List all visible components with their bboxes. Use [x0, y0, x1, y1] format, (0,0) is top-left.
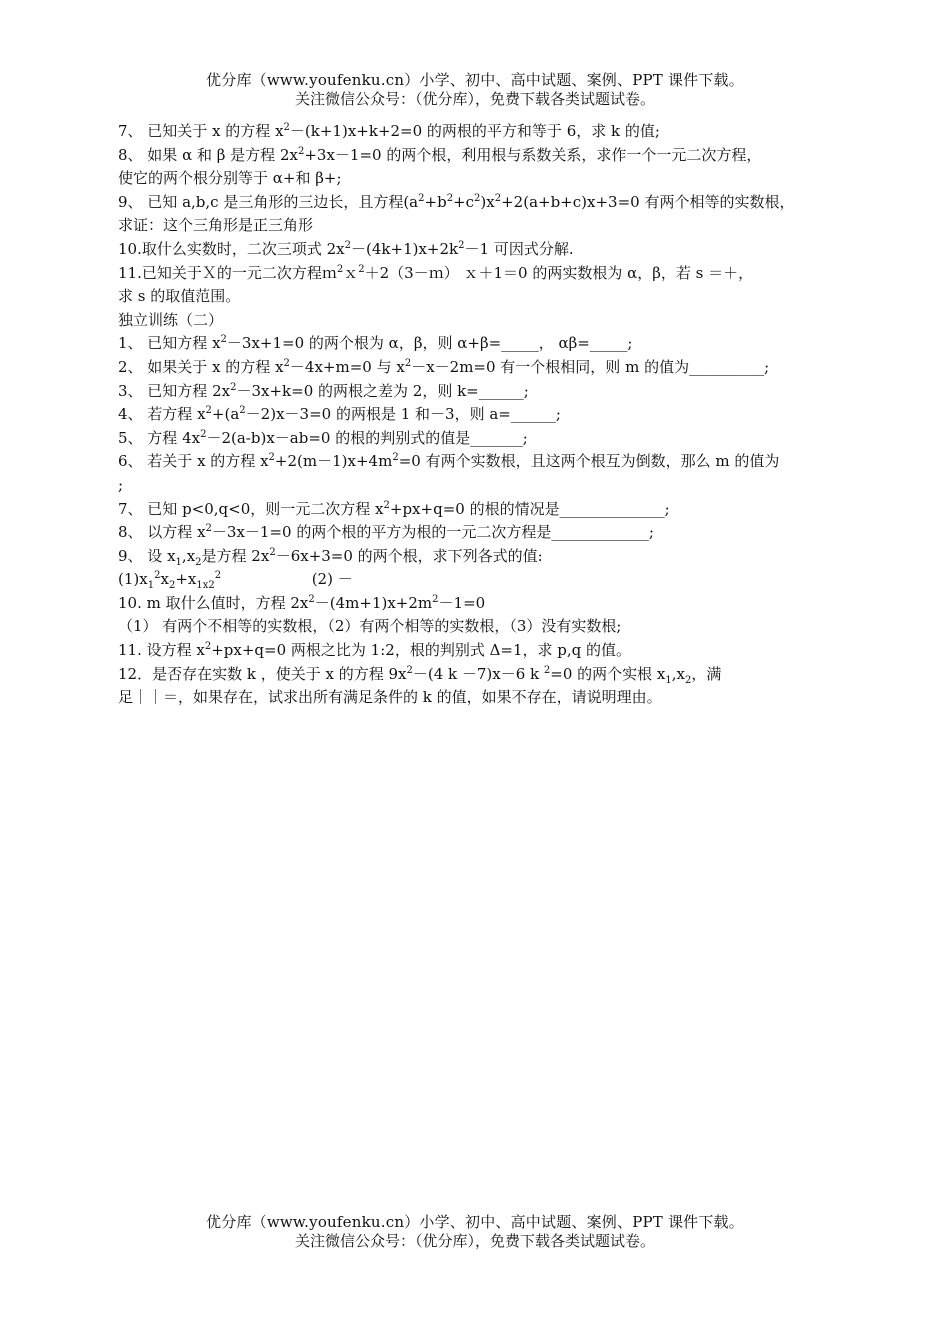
superscript: 2: [358, 263, 365, 275]
line-text: －2)x－3=0 的两根是 1 和－3，则 a=______;: [245, 405, 561, 424]
line-text: 1、 已知方程 x: [118, 334, 221, 353]
line-text: ｘ: [343, 263, 359, 282]
line-text: 求证：这个三角形是正三角形: [118, 216, 314, 235]
page-header: [0, 71, 950, 109]
line-text: 5、 方程 4x: [118, 428, 201, 447]
line-text: 足｜｜＝，如果存在，试求出所有满足条件的 k 的值，如果不存在，请说明理由。: [118, 688, 662, 707]
text-line: [118, 568, 838, 592]
subscript: 2: [195, 556, 202, 568]
text-line: [118, 167, 838, 191]
subscript: 2: [685, 674, 692, 686]
text-line: [118, 144, 838, 168]
line-text: 2、 如果关于 x 的方程 x: [118, 357, 284, 376]
text-line: [118, 498, 838, 522]
superscript: 2: [383, 499, 390, 511]
text-line: [118, 356, 838, 380]
line-text: －(4 k －7)x－6 k: [412, 664, 544, 683]
text-line: [118, 380, 838, 404]
line-text: +2(m－1)x+4m: [274, 452, 393, 471]
line-text: +c: [453, 192, 475, 211]
header-line-1: 优分库（www.youfenku.cn）小学、初中、高中试题、案例、PPT 课件下载。: [206, 71, 744, 89]
line-text: +3x－1=0 的两个根，利用根与系数关系，求作一个一元二次方程，: [304, 145, 762, 164]
line-text: 使它的两个根分别等于 α+和 β+;: [118, 169, 342, 188]
subscript: 1: [175, 556, 182, 568]
footer-line-1: 优分库（www.youfenku.cn）小学、初中、高中试题、案例、PPT 课件下载。: [206, 1213, 744, 1231]
superscript: 2: [392, 452, 399, 464]
line-text: 11.已知关于Ｘ的一元二次方程ｍ: [118, 263, 337, 282]
superscript: 2: [200, 428, 207, 440]
subscript: 2: [208, 580, 215, 592]
line-text: +px+q=0 的根的情况是______________;: [389, 499, 670, 518]
subscript: 1: [147, 580, 155, 592]
line-text: 6、 若关于 x 的方程 x: [118, 452, 269, 471]
line-text: 9、 设 x: [118, 546, 176, 565]
superscript: 2: [220, 334, 227, 346]
line-text: 10. m 取什么值时，方程 2x: [118, 593, 309, 612]
superscript: 2: [406, 664, 413, 676]
line-text: (1)x: [118, 570, 148, 589]
line-text: 11. 设方程 x: [118, 641, 205, 660]
line-text: －3x+k=0 的两根之差为 2，则 k=______;: [236, 381, 529, 400]
text-line: [118, 450, 838, 474]
text-line: [118, 332, 838, 356]
line-text: －(k+1)x+k+2=0 的两根的平方和等于 6，求 k 的值;: [289, 122, 660, 140]
superscript: 2: [458, 239, 465, 251]
subscript: x: [202, 580, 209, 592]
text-line: [118, 615, 838, 639]
line-text: 7、 已知 p<0,q<0，则一元二次方程 x: [118, 499, 384, 518]
text-line: [118, 120, 838, 144]
line-text: ;: [118, 475, 124, 494]
line-text: +b: [424, 192, 447, 211]
text-line: [118, 545, 838, 569]
line-text: ＋2（3－ｍ） ｘ＋1＝0 的两实数根为 α，β，若 s ＝＋，: [364, 263, 754, 282]
text-line: [118, 191, 838, 215]
superscript: 2: [494, 192, 502, 204]
line-text: =0 的两个实根 x: [550, 664, 666, 683]
line-text: 7、 已知关于 x 的方程 x: [118, 122, 284, 140]
text-line: [118, 285, 838, 309]
line-text: ,x: [181, 546, 196, 565]
text-line: [118, 663, 838, 687]
superscript: 2: [418, 192, 425, 204]
superscript: 2: [446, 192, 454, 204]
line-text: 12．是否存在实数 k ，使关于 x 的方程 9x: [118, 664, 407, 683]
line-text: －3x+1=0 的两个根为 α，β，则 α+β=_____， αβ=_____;: [226, 334, 633, 353]
superscript: 2: [205, 523, 212, 535]
line-text: 9、 已知 a,b,c 是三角形的三边长，且方程(a: [118, 192, 419, 211]
text-line: [118, 474, 838, 498]
superscript: 2: [336, 263, 344, 275]
line-text: (2) －: [221, 570, 353, 589]
text-line: [118, 592, 838, 616]
document-body: [118, 120, 838, 710]
superscript: 2: [230, 381, 237, 393]
superscript: 2: [432, 593, 439, 605]
line-text: 8、 如果 α 和 β 是方程 2x: [118, 145, 298, 164]
line-text: 10.取什么实数时，二次三项式 2x: [118, 239, 345, 258]
superscript: 2: [269, 546, 276, 558]
line-text: －1 可因式分解.: [464, 239, 574, 258]
line-text: +2(a+b+c)x+3=0 有两个相等的实数根，: [501, 192, 795, 211]
superscript: 2: [474, 192, 481, 204]
line-text: （1） 有两个不相等的实数根，（2）有两个相等的实数根，（3）没有实数根;: [118, 617, 622, 636]
text-line: [118, 639, 838, 663]
line-text: +px+q=0 两根之比为 1:2，根的判别式 Δ=1，求 p,q 的值。: [211, 641, 632, 660]
line-text: 4、 若方程 x: [118, 405, 206, 424]
superscript: 2: [268, 452, 275, 464]
line-text: 求 s 的取值范围。: [118, 287, 241, 306]
line-text: +x: [175, 570, 197, 589]
line-text: 3、 已知方程 2x: [118, 381, 231, 400]
line-text: －(4m+1)x+2m: [314, 593, 433, 612]
superscript: 2: [204, 641, 212, 653]
superscript: 2: [283, 357, 290, 369]
subscript: 1: [196, 580, 203, 592]
text-line: [118, 403, 838, 427]
line-text: －3x－1=0 的两个根的平方为根的一元二次方程是_____________;: [211, 523, 654, 542]
line-text: 独立训练（二）: [118, 310, 224, 329]
superscript: 2: [404, 357, 412, 369]
header-line-2: 关注微信公众号：（优分库），免费下载各类试题试卷。: [294, 90, 655, 108]
line-text: =0 有两个实数根，且这两个根互为倒数，那么 m 的值为: [398, 452, 780, 471]
line-text: －4x+m=0 与 x: [289, 357, 405, 376]
line-text: 8、 以方程 x: [118, 523, 206, 542]
text-line: [118, 686, 838, 710]
subscript: 1: [665, 674, 672, 686]
subscript: 2: [168, 580, 176, 592]
text-line: [118, 238, 838, 262]
line-text: )x: [480, 192, 495, 211]
superscript: 2: [205, 405, 212, 417]
superscript: 2: [543, 664, 551, 676]
superscript: 2: [239, 405, 246, 417]
line-text: －1=0: [438, 593, 486, 612]
line-text: +(a: [211, 405, 240, 424]
superscript: 2: [344, 239, 352, 251]
line-text: －6x+3=0 的两个根，求下列各式的值:: [275, 546, 543, 565]
page-footer: [0, 1213, 950, 1251]
line-text: ，满: [691, 664, 722, 683]
text-line: [118, 262, 838, 286]
superscript: 2: [283, 122, 290, 133]
line-text: 是方程 2x: [201, 546, 270, 565]
footer-line-2: 关注微信公众号：（优分库），免费下载各类试题试卷。: [294, 1232, 655, 1250]
superscript: 2: [154, 570, 161, 582]
superscript: 2: [297, 145, 305, 157]
line-text: －2(a-b)x－ab=0 的根的判别式的值是_______;: [206, 428, 528, 447]
line-text: ,x: [671, 664, 685, 683]
text-line: [118, 214, 838, 238]
superscript: 2: [214, 570, 222, 582]
line-text: －x－2m=0 有一个根相同，则 m 的值为__________;: [411, 357, 770, 376]
text-line: [118, 521, 838, 545]
superscript: 2: [308, 593, 315, 605]
text-line: [118, 309, 838, 333]
line-text: －(4k+1)x+2k: [351, 239, 459, 258]
text-line: [118, 427, 838, 451]
line-text: x: [160, 570, 169, 589]
